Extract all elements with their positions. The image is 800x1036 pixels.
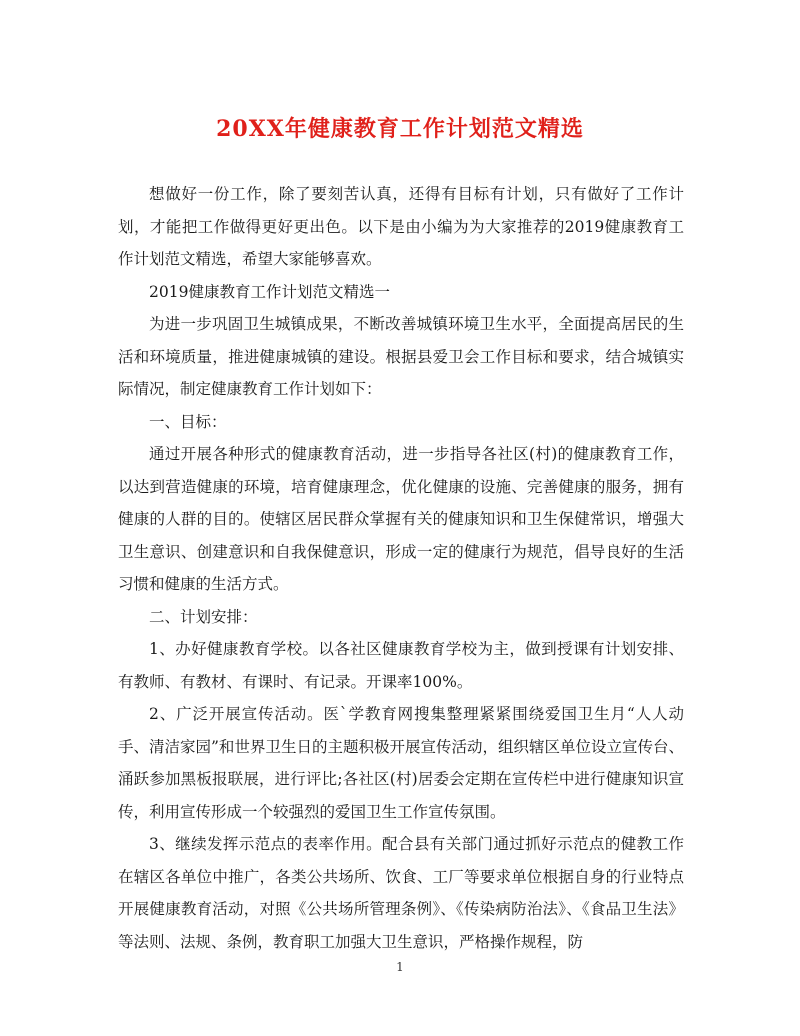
paragraph-plan-item-3: 3、继续发挥示范点的表率作用。配合县有关部门通过抓好示范点的健教工作在辖区各单位中推广，各类公共场所、饮食、工厂等要求单位根据自身的行业特点开展健康教育活动，对照《公共场所管理条例》、《传染病防治法》、《食品卫生法》等法则、法规、条例，教育职工加强大卫生意识，严格操作规程，防 [118,835,684,951]
paragraph-goal: 通过开展各种形式的健康教育活动，进一步指导各社区(村)的健康教育工作，以达到营造健康的环境，培育健康理念，优化健康的设施、完善健康的服务，拥有健康的人群的目的。使辖区居民群众掌握有关的健康知识和卫生保健常识，增强大卫生意识、创建意识和自我保健意识，形成一定的健康行为规范，倡导良好的生活习惯和健康的生活方式。 [118,445,684,593]
document-body [118,178,684,958]
paragraph-intro: 想做好一份工作，除了要刻苦认真，还得有目标有计划，只有做好了工作计划，才能把工作做得更好更出色。以下是由小编为为大家推荐的2019健康教育工作计划范文精选，希望大家能够喜欢。 [118,185,684,268]
paragraph-purpose: 为进一步巩固卫生城镇成果，不断改善城镇环境卫生水平，全面提高居民的生活和环境质量，推进健康城镇的建设。根据县爱卫会工作目标和要求，结合城镇实际情况，制定健康教育工作计划如下： [118,315,684,398]
paragraph-plan-item-1: 1、办好健康教育学校。以各社区健康教育学校为主，做到授课有计划安排、有教师、有教材、有课时、有记录。开课率100%。 [118,640,684,691]
document-title: 20XX年健康教育工作计划范文精选 [216,116,584,142]
paragraph-plan-heading: 二、计划安排： [149,607,258,626]
paragraph-goal-heading: 一、目标： [149,412,227,431]
paragraph-section-heading: 2019健康教育工作计划范文精选一 [149,282,390,301]
page-number: 1 [396,960,404,974]
paragraph-plan-item-2: 2、广泛开展宣传活动。医`学教育网搜集整理紧紧围绕爱国卫生月“人人动手、清洁家园”和世界卫生日的主题积极开展宣传活动，组织辖区单位设立宣传台、涌跃参加黑板报联展，进行评比;各社区(村)居委会定期在宣传栏中进行健康知识宣传，利用宣传形成一个较强烈的爱国卫生工作宣传氛围。 [118,705,684,821]
